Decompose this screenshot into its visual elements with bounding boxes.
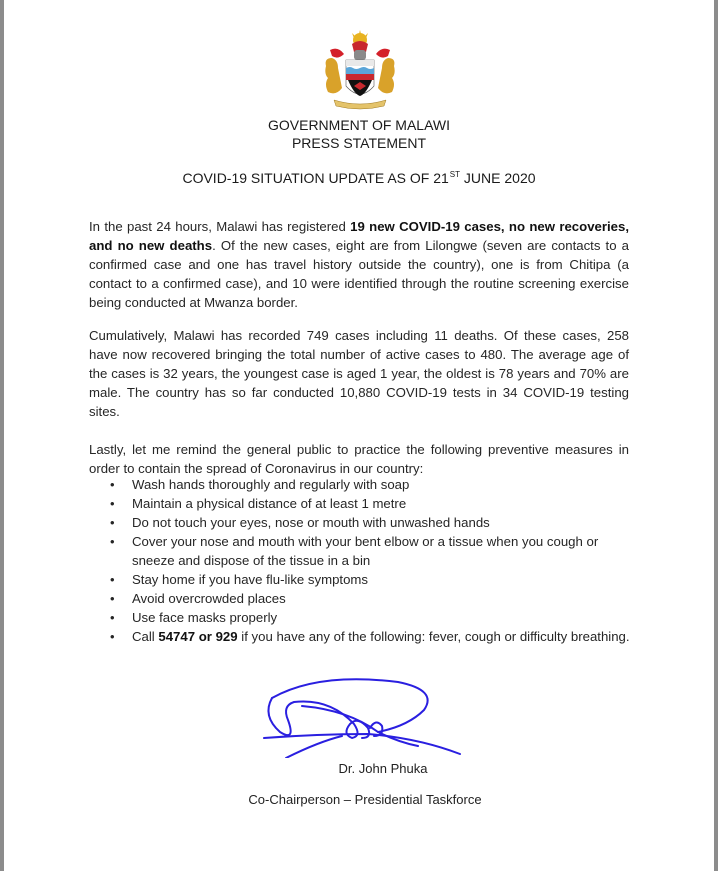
list-item (110, 589, 630, 608)
bullet-icon: • (110, 610, 115, 625)
signature-icon (258, 676, 478, 758)
bullet-icon: • (110, 534, 115, 549)
hotline-numbers: 54747 or 929 (158, 629, 238, 644)
list-item (110, 608, 630, 627)
update-title-text: COVID-19 SITUATION UPDATE AS OF 21 (182, 170, 449, 186)
coat-of-arms-icon (316, 30, 404, 114)
measure-text: Avoid overcrowded places (132, 591, 286, 606)
list-item (110, 532, 630, 570)
measure-text: Maintain a physical distance of at least 1 metre (132, 496, 407, 511)
update-title (0, 170, 718, 186)
signatory-role: Co-Chairperson – Presidential Taskforce (248, 792, 482, 807)
list-item-hotline (110, 627, 630, 646)
measure-text: Do not touch your eyes, nose or mouth with unwashed hands (132, 515, 490, 530)
reminder-paragraph: Lastly, let me remind the general public to practice the following preventive measures in order to contain the spread of Coronavirus in our country: (89, 442, 629, 477)
bullet-icon: • (110, 629, 115, 644)
hotline-prefix: Call (132, 629, 159, 644)
cumulative-paragraph: Cumulatively, Malawi has recorded 749 cases including 11 deaths. Of these cases, 258 have now recovered bringing the total number of active cases to 480. The average age of the cases is 32 years, the youngest case is aged 1 year, the oldest is 78 years and 70% are male. The country has so far conducted 10,880 COVID-19 tests in 34 COVID-19 testing sites. (89, 328, 629, 420)
government-heading: GOVERNMENT OF MALAWI (267, 117, 450, 133)
bullet-icon: • (110, 477, 115, 492)
bullet-icon: • (110, 496, 115, 511)
new-cases-paragraph (89, 217, 629, 312)
new-cases-details: . Of the new cases, eight are from Lilongwe (seven are contacts to a confirmed case and one has travel history outside the country), one is from Chitipa (a contact to a confirmed case), and 10 were identified through the routine screening exercise being conducted at Mwanza border. (89, 238, 630, 311)
list-item (110, 513, 630, 532)
update-title-date: JUNE 2020 (460, 170, 536, 186)
bullet-icon: • (110, 572, 115, 587)
list-item (110, 570, 630, 589)
measure-text: Cover your nose and mouth with your bent elbow or a tissue when you cough or sneeze and dispose of the tissue in a bin (132, 534, 599, 568)
list-item (110, 475, 630, 494)
bullet-icon: • (110, 591, 115, 606)
new-cases-intro: In the past 24 hours, Malawi has registered (89, 219, 351, 235)
hotline-suffix: if you have any of the following: fever, cough or difficulty breathing. (237, 629, 630, 644)
update-title-superscript: ST (449, 170, 461, 179)
measure-text: Wash hands thoroughly and regularly with soap (132, 477, 410, 492)
measure-text: Use face masks properly (132, 610, 278, 625)
preventive-measures-list (110, 475, 630, 646)
bullet-icon: • (110, 515, 115, 530)
press-statement-heading: PRESS STATEMENT (291, 135, 427, 151)
signatory-name: Dr. John Phuka (338, 761, 428, 776)
list-item (110, 494, 630, 513)
measure-text: Stay home if you have flu-like symptoms (132, 572, 369, 587)
new-cases-highlight: 19 new COVID-19 cases, no new recoveries, and no new deaths (89, 219, 629, 254)
